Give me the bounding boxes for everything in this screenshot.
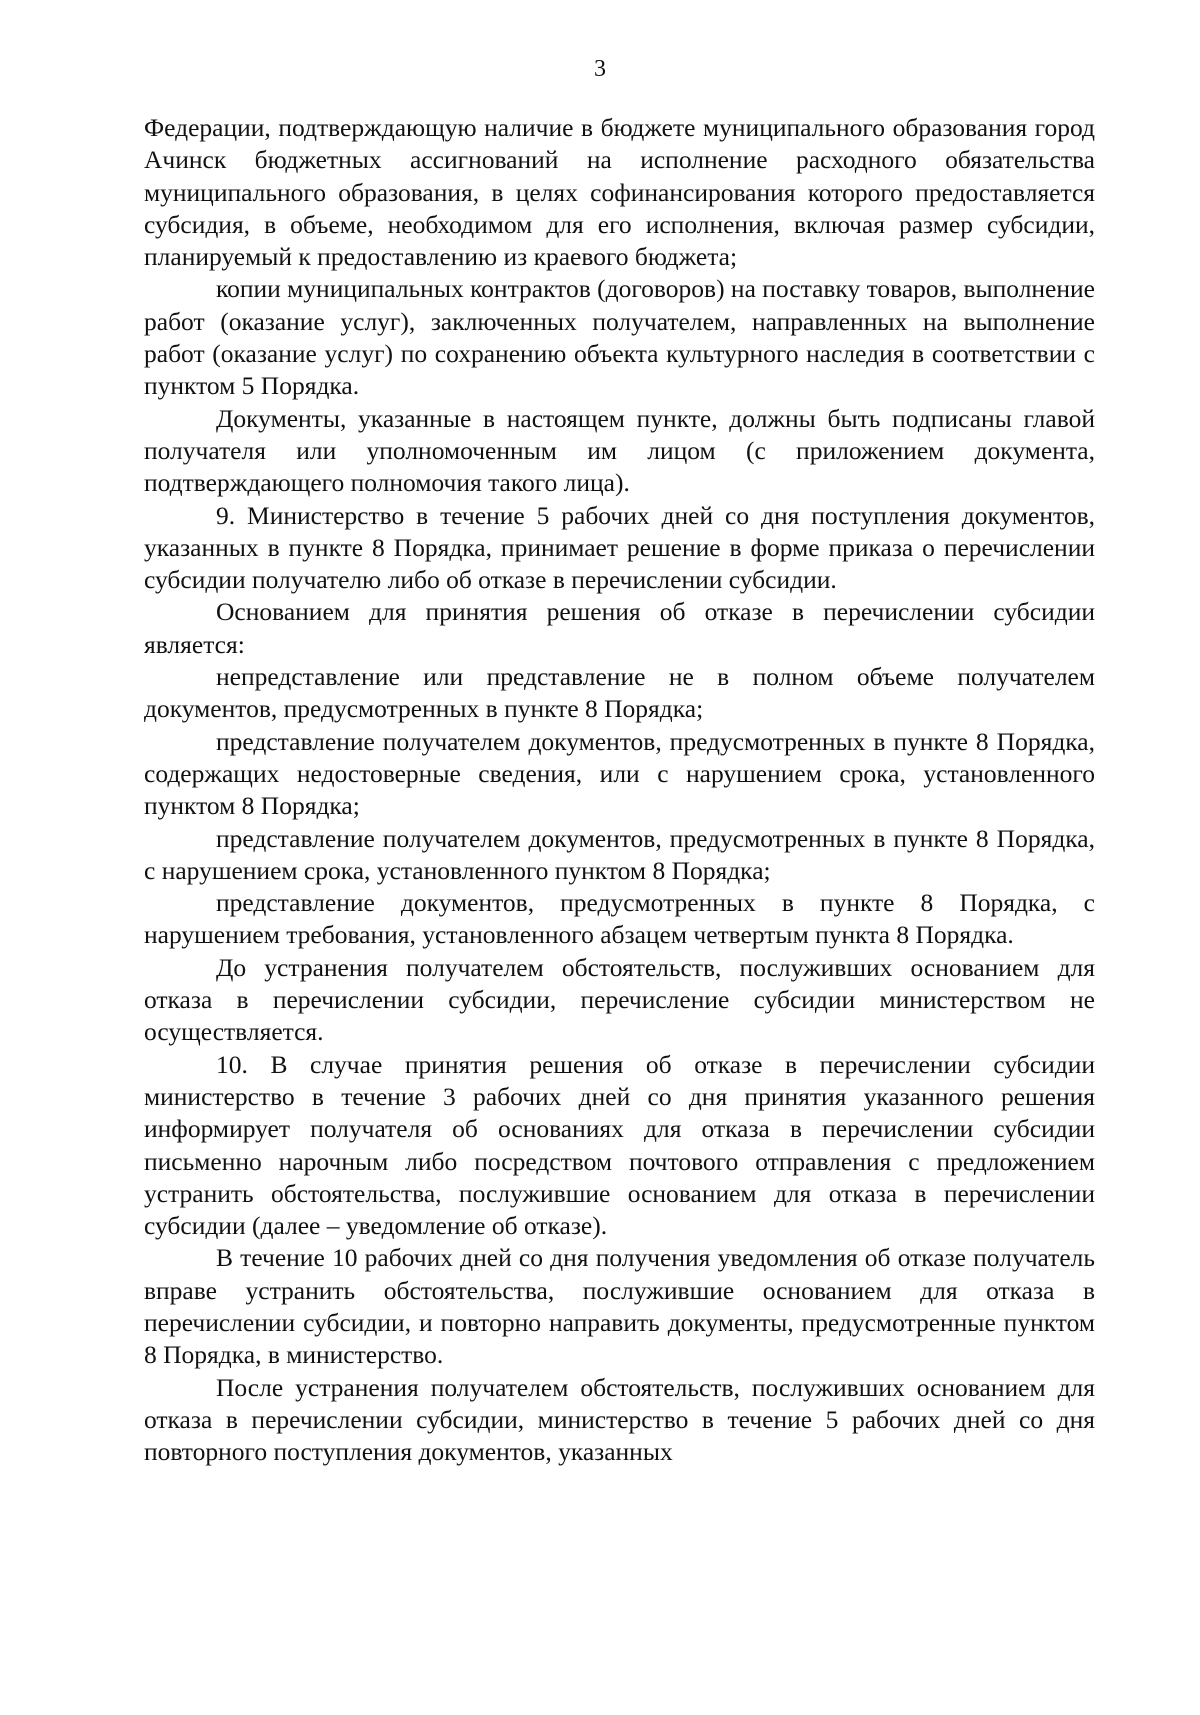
paragraph-ten-days: В течение 10 рабочих дней со дня получения уведомления об отказе получатель вправе устранить обстоятельства, послужившие основанием для отказа в перечислении субсидии, и повторно направить документы, предусмотренные пунктом 8 Порядка, в министерство. xyxy=(144,1243,1095,1370)
paragraph-federation-budget: Федерации, подтверждающую наличие в бюджете муниципального образования город Ачинск бюджетных ассигнований на исполнение расходного обязательства муниципального образования, в целях софинансирования которого предоставляется субсидия, в объеме, необходимом для его исполнения, включая размер субсидии, планируемый к предоставлению из краевого бюджета; xyxy=(144,113,1095,272)
paragraph-contract-copies: копии муниципальных контрактов (договоров) на поставку товаров, выполнение работ (оказание услуг), заключенных получателем, направленных на выполнение работ (оказание услуг) по сохранению объекта культурного наследия в соответствии с пунктом 5 Порядка. xyxy=(144,274,1095,401)
paragraph-ground-false-info: представление получателем документов, предусмотренных в пункте 8 Порядка, содержащих недостоверные сведения, или с нарушением срока, установленного пунктом 8 Порядка; xyxy=(144,726,1095,821)
paragraph-ground-incomplete: непредставление или представление не в полном объеме получателем документов, предусмотренных в пункте 8 Порядка; xyxy=(144,662,1095,724)
paragraph-documents-signature: Документы, указанные в настоящем пункте, должны быть подписаны главой получателя или уполномоченным им лицом (с приложением документа, подтверждающего полномочия такого лица). xyxy=(144,403,1095,498)
paragraph-ground-late: представление получателем документов, предусмотренных в пункте 8 Порядка, с нарушением срока, установленного пунктом 8 Порядка; xyxy=(144,823,1095,885)
paragraph-item-10: 10. В случае принятия решения об отказе в перечислении субсидии министерство в течение 3 рабочих дней со дня принятия указанного решения информирует получателя об основаниях для отказа в перечислении субсидии письменно нарочным либо посредством почтового отправления с предложением устранить обстоятельства, послужившие основанием для отказа в перечислении субсидии (далее – уведомление об отказе). xyxy=(144,1049,1095,1241)
paragraph-until-elimination: До устранения получателем обстоятельств, послуживших основанием для отказа в перечислении субсидии, перечисление субсидии министерством не осуществляется. xyxy=(144,952,1095,1047)
page-number: 3 xyxy=(594,56,606,82)
document-body xyxy=(144,112,1095,1468)
paragraph-refusal-grounds: Основанием для принятия решения об отказе в перечислении субсидии является: xyxy=(144,597,1095,659)
paragraph-ground-requirement: представление документов, предусмотренных в пункте 8 Порядка, с нарушением требования, установленного абзацем четвертым пункта 8 Порядка. xyxy=(144,888,1095,950)
paragraph-item-9: 9. Министерство в течение 5 рабочих дней со дня поступления документов, указанных в пункте 8 Порядка, принимает решение в форме приказа о перечислении субсидии получателю либо об отказе в перечислении субсидии. xyxy=(144,500,1095,595)
paragraph-after-elimination: После устранения получателем обстоятельств, послуживших основанием для отказа в перечислении субсидии, министерство в течение 5 рабочих дней со дня повторного поступления документов, указанных xyxy=(144,1372,1095,1467)
